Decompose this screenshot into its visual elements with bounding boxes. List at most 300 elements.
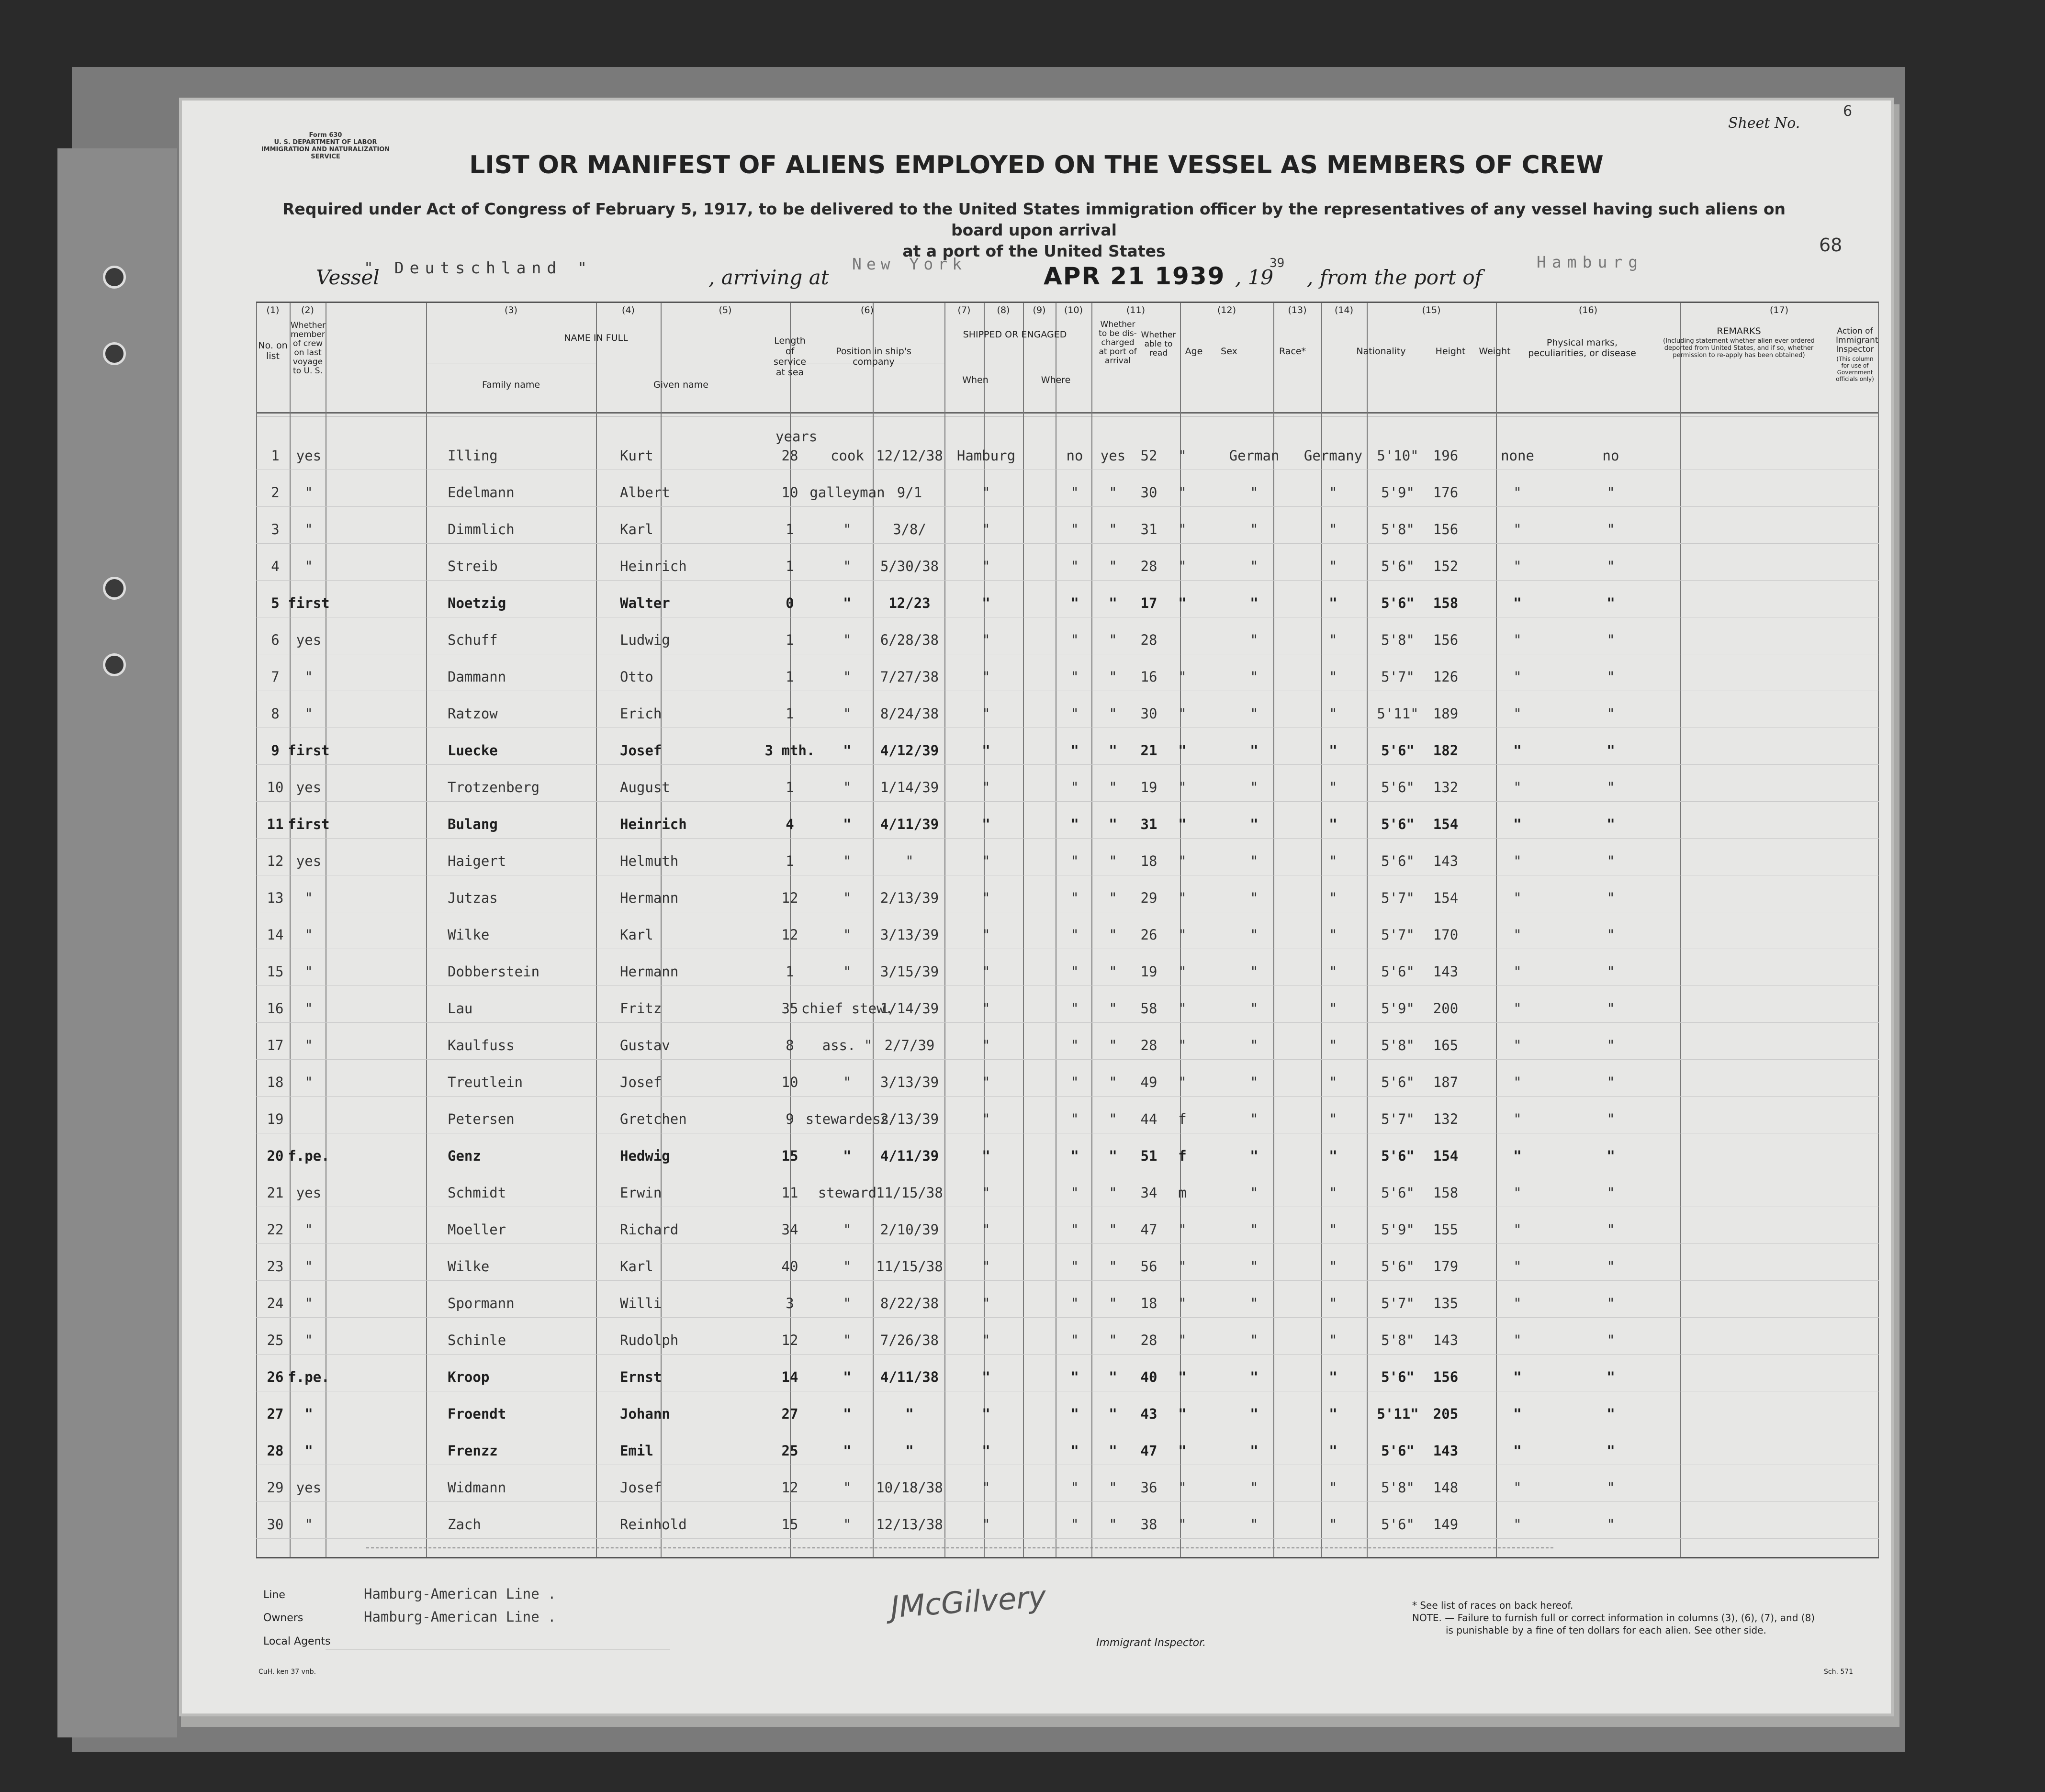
cell-disch: " xyxy=(1070,1000,1079,1017)
cell-age: 29 xyxy=(1140,890,1157,906)
cell-phys: " xyxy=(1513,963,1522,980)
cell-when: 1/14/39 xyxy=(880,1000,939,1017)
cell-nat: " xyxy=(1329,595,1337,611)
row-rule xyxy=(256,764,1879,765)
cell-where: " xyxy=(982,742,990,759)
cell-member: f.pe. xyxy=(288,1148,330,1164)
cell-race: " xyxy=(1250,521,1258,538)
cell-position: " xyxy=(843,1258,852,1275)
column-rule xyxy=(1023,303,1024,1557)
cell-height: 5'7" xyxy=(1381,1111,1415,1127)
cell-age: 47 xyxy=(1140,1221,1157,1238)
cell-weight: 176 xyxy=(1433,484,1459,501)
cell-race: " xyxy=(1250,1443,1258,1459)
cell-position: " xyxy=(843,1074,852,1090)
cell-age: 19 xyxy=(1140,963,1157,980)
cell-height: 5'8" xyxy=(1381,632,1415,648)
cell-race: " xyxy=(1250,1479,1258,1496)
cell-no: 22 xyxy=(267,1221,284,1238)
crew-table xyxy=(256,302,1879,1558)
cell-when: 9/1 xyxy=(897,484,922,501)
cell-remarks: " xyxy=(1607,1443,1615,1459)
cell-position: " xyxy=(843,1295,852,1311)
cell-phys: " xyxy=(1513,853,1522,869)
cell-read: " xyxy=(1109,521,1117,538)
cell-no: 30 xyxy=(267,1516,284,1533)
cell-position: " xyxy=(843,853,852,869)
cell-given: Walter xyxy=(620,595,670,611)
cell-remarks: " xyxy=(1607,1037,1615,1053)
cell-when: 12/23 xyxy=(888,595,931,611)
cell-read: " xyxy=(1109,1406,1117,1422)
col-num-6: (6) xyxy=(861,305,874,315)
column-rule xyxy=(1878,303,1879,1557)
cell-race: " xyxy=(1250,1111,1258,1127)
owners-value: Hamburg-American Line . xyxy=(364,1609,556,1625)
cell-given: Otto xyxy=(620,669,653,685)
cell-member: " xyxy=(304,1295,313,1311)
cell-position: ass. " xyxy=(822,1037,873,1053)
row-rule xyxy=(256,1501,1879,1502)
cell-sex: " xyxy=(1178,1369,1187,1385)
cell-phys: " xyxy=(1513,742,1522,759)
cell-given: Gretchen xyxy=(620,1111,687,1127)
cell-weight: 200 xyxy=(1433,1000,1459,1017)
column-rule xyxy=(596,303,597,1557)
cell-age: 28 xyxy=(1140,1037,1157,1053)
cell-height: 5'6" xyxy=(1381,1443,1415,1459)
line-value: Hamburg-American Line . xyxy=(364,1586,556,1602)
cell-race: " xyxy=(1250,558,1258,574)
cell-length: 40 xyxy=(781,1258,798,1275)
cell-member: yes xyxy=(296,779,322,795)
cell-length: 1 xyxy=(786,963,794,980)
cell-nat: " xyxy=(1329,1332,1337,1348)
cell-remarks: " xyxy=(1607,853,1615,869)
cell-given: Karl xyxy=(620,1258,653,1275)
cell-sex: " xyxy=(1178,1221,1187,1238)
cell-where: " xyxy=(982,595,990,611)
column-rule xyxy=(1496,303,1497,1557)
cell-when: 1/14/39 xyxy=(880,779,939,795)
col-num-14: (14) xyxy=(1334,305,1353,315)
cell-age: 43 xyxy=(1140,1406,1157,1422)
cell-disch: " xyxy=(1070,1332,1079,1348)
cell-where: " xyxy=(982,1332,990,1348)
cell-weight: 135 xyxy=(1433,1295,1459,1311)
col-num-4: (4) xyxy=(622,305,635,315)
cell-disch: " xyxy=(1070,1185,1079,1201)
cell-where: " xyxy=(982,890,990,906)
cell-member: f.pe. xyxy=(288,1369,330,1385)
cell-weight: 143 xyxy=(1433,1332,1459,1348)
cell-member: " xyxy=(304,890,313,906)
header-member-last-voyage: Whether member of crew on last voyage to U. S. xyxy=(291,321,326,376)
cell-nat: " xyxy=(1329,1295,1337,1311)
cell-when: " xyxy=(905,853,914,869)
cell-sex: " xyxy=(1178,1074,1187,1090)
cell-phys: " xyxy=(1513,669,1522,685)
header-name-in-full: NAME IN FULL xyxy=(564,333,628,343)
cell-where: " xyxy=(982,1221,990,1238)
cell-race: " xyxy=(1250,927,1258,943)
print-code: CuH. ken 37 vnb. xyxy=(258,1668,316,1676)
cell-race: " xyxy=(1250,1258,1258,1275)
cell-phys: " xyxy=(1513,1148,1522,1164)
cell-no: 9 xyxy=(271,742,280,759)
column-rule xyxy=(944,303,945,1557)
cell-nat: Germany xyxy=(1303,448,1363,464)
cell-disch: " xyxy=(1070,632,1079,648)
cell-where: " xyxy=(982,1074,990,1090)
cell-given: Josef xyxy=(620,1074,662,1090)
cell-nat: " xyxy=(1329,742,1337,759)
cell-when: 12/13/38 xyxy=(876,1516,943,1533)
cell-race: " xyxy=(1250,742,1258,759)
header-race: Race* xyxy=(1279,346,1306,357)
cell-given: Rudolph xyxy=(620,1332,679,1348)
cell-sex: " xyxy=(1178,1479,1187,1496)
cell-remarks: no xyxy=(1602,448,1619,464)
cell-weight: 154 xyxy=(1433,816,1459,832)
cell-given: Josef xyxy=(620,1479,662,1496)
cell-given: Hermann xyxy=(620,890,679,906)
cell-length: 15 xyxy=(781,1516,798,1533)
cell-disch: " xyxy=(1070,1406,1079,1422)
cell-age: 56 xyxy=(1140,1258,1157,1275)
cell-nat: " xyxy=(1329,484,1337,501)
header-remarks-note: (Including statement whether alien ever ordered deported from United States, and if so, whether permission to re-apply has been obtained) xyxy=(1663,337,1815,359)
cell-sex: " xyxy=(1178,448,1187,464)
cell-height: 5'11" xyxy=(1377,1406,1419,1422)
cell-position: " xyxy=(843,1148,852,1164)
cell-position: " xyxy=(843,521,852,538)
cell-read: " xyxy=(1109,742,1117,759)
cell-member: " xyxy=(304,1332,313,1348)
note-line-1: NOTE. — Failure to furnish full or correct information in columns (3), (6), (7), and (8) xyxy=(1412,1612,1815,1624)
cell-phys: " xyxy=(1513,706,1522,722)
cell-where: " xyxy=(982,816,990,832)
cell-given: Helmuth xyxy=(620,853,679,869)
row-rule xyxy=(256,1280,1879,1281)
owners-label: Owners xyxy=(263,1612,303,1624)
cell-position: " xyxy=(843,595,852,611)
cell-read: " xyxy=(1109,595,1117,611)
cell-read: " xyxy=(1109,963,1117,980)
row-rule xyxy=(256,838,1879,839)
cell-race: " xyxy=(1250,1295,1258,1311)
cell-where: " xyxy=(982,706,990,722)
cell-given: Gustav xyxy=(620,1037,670,1053)
cell-weight: 189 xyxy=(1433,706,1459,722)
inspector-signature: JMcGilvery xyxy=(889,1579,1047,1625)
cell-race: " xyxy=(1250,484,1258,501)
cell-given: Josef xyxy=(620,742,662,759)
cell-no: 11 xyxy=(267,816,284,832)
cell-height: 5'8" xyxy=(1381,1479,1415,1496)
cell-length: 25 xyxy=(781,1443,798,1459)
cell-disch: no xyxy=(1066,448,1083,464)
cell-phys: " xyxy=(1513,1258,1522,1275)
cell-sex: " xyxy=(1178,1443,1187,1459)
cell-phys: " xyxy=(1513,1369,1522,1385)
cell-position: " xyxy=(843,669,852,685)
cell-given: Hermann xyxy=(620,963,679,980)
cell-no: 21 xyxy=(267,1185,284,1201)
cell-nat: " xyxy=(1329,521,1337,538)
cell-nat: " xyxy=(1329,1221,1337,1238)
binder-hole xyxy=(103,577,126,600)
cell-given: Karl xyxy=(620,927,653,943)
cell-length: 15 xyxy=(781,1148,798,1164)
cell-race: " xyxy=(1250,816,1258,832)
cell-family: Dammann xyxy=(448,669,506,685)
cell-when: 3/13/39 xyxy=(880,927,939,943)
cell-no: 13 xyxy=(267,890,284,906)
cell-read: " xyxy=(1109,1332,1117,1348)
cell-no: 29 xyxy=(267,1479,284,1496)
cell-weight: 156 xyxy=(1433,1369,1459,1385)
cell-member: " xyxy=(304,1000,313,1017)
cell-length: 14 xyxy=(781,1369,798,1385)
cell-age: 38 xyxy=(1140,1516,1157,1533)
cell-family: Dobberstein xyxy=(448,963,540,980)
cell-weight: 143 xyxy=(1433,853,1459,869)
cell-height: 5'6" xyxy=(1381,1148,1415,1164)
cell-when: 12/12/38 xyxy=(876,448,943,464)
cell-age: 26 xyxy=(1140,927,1157,943)
cell-race: " xyxy=(1250,632,1258,648)
cell-read: " xyxy=(1109,1479,1117,1496)
cell-phys: " xyxy=(1513,1185,1522,1201)
row-rule xyxy=(256,506,1879,507)
cell-no: 4 xyxy=(271,558,280,574)
cell-sex: " xyxy=(1178,779,1187,795)
cell-no: 3 xyxy=(271,521,280,538)
cell-no: 6 xyxy=(271,632,280,648)
header-rule xyxy=(256,412,1879,414)
header-height: Height xyxy=(1435,346,1466,357)
cell-phys: " xyxy=(1513,595,1522,611)
cell-position: cook xyxy=(831,448,864,464)
header-length-service: Length of service at sea xyxy=(773,336,807,378)
cell-disch: " xyxy=(1070,1148,1079,1164)
column-rule xyxy=(1367,303,1368,1557)
cell-where: " xyxy=(982,779,990,795)
cell-age: 18 xyxy=(1140,853,1157,869)
cell-read: " xyxy=(1109,558,1117,574)
cell-member: " xyxy=(304,1037,313,1053)
cell-nat: " xyxy=(1329,1406,1337,1422)
cell-race: " xyxy=(1250,595,1258,611)
row-rule xyxy=(256,1354,1879,1355)
cell-read: " xyxy=(1109,1369,1117,1385)
cell-disch: " xyxy=(1070,1369,1079,1385)
cell-length: 1 xyxy=(786,632,794,648)
cell-phys: " xyxy=(1513,484,1522,501)
cell-length: 28 xyxy=(781,448,798,464)
cell-member: " xyxy=(304,1074,313,1090)
cell-weight: 132 xyxy=(1433,1111,1459,1127)
cell-read: " xyxy=(1109,632,1117,648)
cell-phys: " xyxy=(1513,1295,1522,1311)
cell-family: Spormann xyxy=(448,1295,515,1311)
year-label: , 19 xyxy=(1235,266,1274,289)
cell-disch: " xyxy=(1070,595,1079,611)
cell-height: 5'6" xyxy=(1381,853,1415,869)
cell-remarks: " xyxy=(1607,1148,1615,1164)
cell-height: 5'6" xyxy=(1381,816,1415,832)
cell-family: Froendt xyxy=(448,1406,506,1422)
cell-family: Haigert xyxy=(448,853,506,869)
cell-position: stewardess xyxy=(805,1111,889,1127)
cell-when: 2/7/39 xyxy=(884,1037,935,1053)
cell-no: 23 xyxy=(267,1258,284,1275)
cell-remarks: " xyxy=(1607,1295,1615,1311)
cell-nat: " xyxy=(1329,669,1337,685)
cell-disch: " xyxy=(1070,927,1079,943)
cell-weight: 143 xyxy=(1433,1443,1459,1459)
cell-where: Hamburg xyxy=(956,448,1016,464)
line-label: Line xyxy=(263,1589,285,1601)
cell-family: Jutzas xyxy=(448,890,498,906)
cell-length: 12 xyxy=(781,1479,798,1496)
cell-remarks: " xyxy=(1607,1516,1615,1533)
cell-family: Edelmann xyxy=(448,484,515,501)
cell-nat: " xyxy=(1329,963,1337,980)
cell-remarks: " xyxy=(1607,632,1615,648)
cell-height: 5'9" xyxy=(1381,1000,1415,1017)
cell-disch: " xyxy=(1070,1037,1079,1053)
cell-where: " xyxy=(982,1295,990,1311)
cell-read: " xyxy=(1109,1295,1117,1311)
header-given-name: Given name xyxy=(653,380,708,390)
cell-length: 35 xyxy=(781,1000,798,1017)
cell-length: 0 xyxy=(786,595,794,611)
cell-age: 30 xyxy=(1140,706,1157,722)
header-remarks: REMARKS xyxy=(1717,326,1761,336)
cell-phys: " xyxy=(1513,890,1522,906)
cell-sex: " xyxy=(1178,742,1187,759)
date-stamp: APR 21 1939 xyxy=(1044,262,1225,290)
cell-when: 7/26/38 xyxy=(880,1332,939,1348)
subtitle-line-2: at a port of the United States xyxy=(902,242,1166,260)
department: U. S. DEPARTMENT OF LABOR xyxy=(274,139,377,146)
cell-family: Genz xyxy=(448,1148,481,1164)
cell-age: 28 xyxy=(1140,1332,1157,1348)
cell-when: 11/15/38 xyxy=(876,1185,943,1201)
col-num-11: (11) xyxy=(1126,305,1145,315)
cell-length: 1 xyxy=(786,853,794,869)
cell-family: Wilke xyxy=(448,927,490,943)
cell-read: " xyxy=(1109,853,1117,869)
cell-disch: " xyxy=(1070,1074,1079,1090)
cell-given: Kurt xyxy=(620,448,653,464)
cell-length: 10 xyxy=(781,484,798,501)
cell-family: Dimmlich xyxy=(448,521,515,538)
header-able-read: Whether able to read xyxy=(1141,330,1176,358)
cell-weight: 143 xyxy=(1433,963,1459,980)
cell-race: " xyxy=(1250,1332,1258,1348)
cell-race: " xyxy=(1250,706,1258,722)
cell-given: Erich xyxy=(620,706,662,722)
cell-nat: " xyxy=(1329,1111,1337,1127)
cell-no: 1 xyxy=(271,448,280,464)
cell-race: " xyxy=(1250,779,1258,795)
cell-height: 5'9" xyxy=(1381,484,1415,501)
cell-family: Bulang xyxy=(448,816,498,832)
cell-phys: " xyxy=(1513,1221,1522,1238)
column-rule xyxy=(1321,303,1322,1557)
cell-weight: 196 xyxy=(1433,448,1459,464)
manifest-page xyxy=(182,101,1891,1714)
cell-phys: " xyxy=(1513,1479,1522,1496)
cell-weight: 156 xyxy=(1433,521,1459,538)
column-rule xyxy=(1091,303,1092,1557)
cell-nat: " xyxy=(1329,1000,1337,1017)
cell-remarks: " xyxy=(1607,669,1615,685)
cell-height: 5'10" xyxy=(1377,448,1419,464)
cell-height: 5'7" xyxy=(1381,1295,1415,1311)
years-label: years xyxy=(775,428,818,445)
cell-nat: " xyxy=(1329,558,1337,574)
cell-read: " xyxy=(1109,1443,1117,1459)
cell-position: " xyxy=(843,1221,852,1238)
cell-family: Streib xyxy=(448,558,498,574)
cell-age: 31 xyxy=(1140,521,1157,538)
cell-when: 2/13/39 xyxy=(880,1111,939,1127)
cell-when: 4/11/38 xyxy=(880,1369,939,1385)
cell-height: 5'6" xyxy=(1381,558,1415,574)
cell-no: 18 xyxy=(267,1074,284,1090)
cell-race: " xyxy=(1250,1037,1258,1053)
sheet-label: Sheet No. xyxy=(1728,115,1800,132)
cell-sex: " xyxy=(1178,669,1187,685)
cell-position: " xyxy=(843,816,852,832)
cell-length: 10 xyxy=(781,1074,798,1090)
cell-age: 19 xyxy=(1140,779,1157,795)
cell-when: 2/13/39 xyxy=(880,890,939,906)
cell-age: 31 xyxy=(1140,816,1157,832)
cell-when: 3/15/39 xyxy=(880,963,939,980)
cell-family: Trotzenberg xyxy=(448,779,540,795)
cell-remarks: " xyxy=(1607,1369,1615,1385)
col-num-10: (10) xyxy=(1064,305,1083,315)
column-rule xyxy=(1680,303,1681,1557)
cell-no: 14 xyxy=(267,927,284,943)
cell-where: " xyxy=(982,1369,990,1385)
cell-length: 1 xyxy=(786,779,794,795)
cell-family: Kroop xyxy=(448,1369,490,1385)
header-discharged: Whether to be dis- charged at port of arrival xyxy=(1099,320,1137,366)
cell-age: 47 xyxy=(1140,1443,1157,1459)
cell-where: " xyxy=(982,632,990,648)
cell-given: Erwin xyxy=(620,1185,662,1201)
cell-height: 5'6" xyxy=(1381,1258,1415,1275)
header-action-note: (This column for use of Government officials only) xyxy=(1836,356,1874,382)
local-agents-label: Local Agents xyxy=(263,1635,331,1647)
cell-member: " xyxy=(304,1221,313,1238)
cell-weight: 155 xyxy=(1433,1221,1459,1238)
cell-when: 7/27/38 xyxy=(880,669,939,685)
cell-read: " xyxy=(1109,1000,1117,1017)
cell-disch: " xyxy=(1070,1443,1079,1459)
cell-no: 10 xyxy=(267,779,284,795)
cell-where: " xyxy=(982,1406,990,1422)
cell-position: chief stew. xyxy=(801,1000,894,1017)
cell-age: 52 xyxy=(1140,448,1157,464)
cell-given: Albert xyxy=(620,484,670,501)
